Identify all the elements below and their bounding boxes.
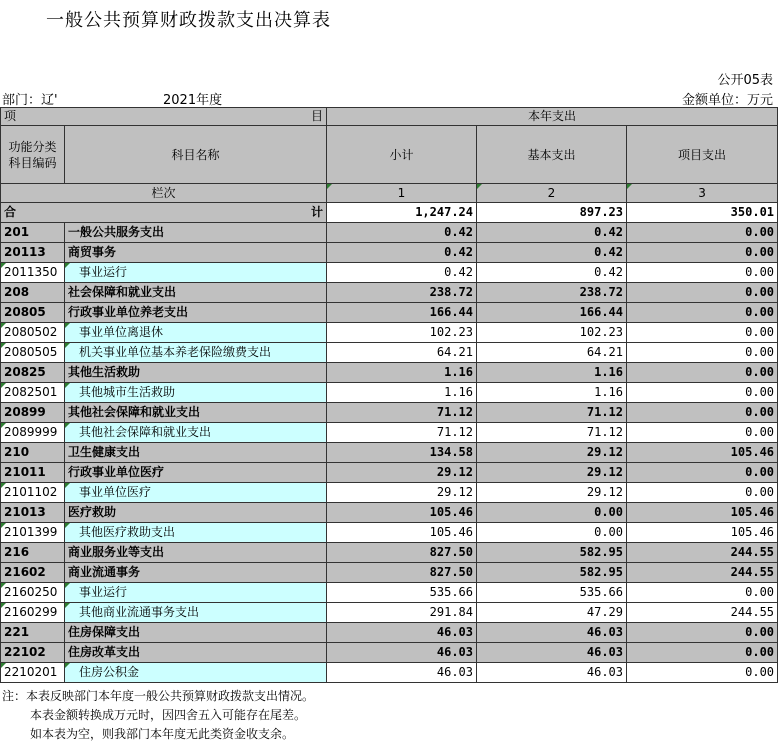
row-code: 2080502 bbox=[1, 323, 65, 343]
row-name: 事业单位离退休 bbox=[65, 323, 327, 343]
row-code: 210 bbox=[1, 443, 65, 463]
row-code: 221 bbox=[1, 623, 65, 643]
row-basic: 71.12 bbox=[477, 403, 627, 423]
row-subtotal: 105.46 bbox=[327, 523, 477, 543]
row-code: 20825 bbox=[1, 363, 65, 383]
row-name: 其他生活救助 bbox=[65, 363, 327, 383]
table-row bbox=[1, 363, 778, 383]
row-basic: 535.66 bbox=[477, 583, 627, 603]
total-label-left: 合 bbox=[4, 205, 17, 219]
row-code: 20899 bbox=[1, 403, 65, 423]
row-code: 22102 bbox=[1, 643, 65, 663]
row-name: 行政事业单位医疗 bbox=[65, 463, 327, 483]
table-row bbox=[1, 423, 778, 443]
row-project: 105.46 bbox=[627, 503, 778, 523]
row-subtotal: 71.12 bbox=[327, 423, 477, 443]
row-basic: 1.16 bbox=[477, 363, 627, 383]
row-name: 事业单位医疗 bbox=[65, 483, 327, 503]
row-project: 0.00 bbox=[627, 623, 778, 643]
row-project: 0.00 bbox=[627, 323, 778, 343]
row-code: 201 bbox=[1, 223, 65, 243]
row-subtotal: 1.16 bbox=[327, 363, 477, 383]
row-code: 2089999 bbox=[1, 423, 65, 443]
row-project: 105.46 bbox=[627, 523, 778, 543]
header-seq-2: 2 bbox=[477, 184, 627, 203]
total-label bbox=[1, 203, 327, 223]
total-subtotal: 1,247.24 bbox=[327, 203, 477, 223]
row-subtotal: 29.12 bbox=[327, 483, 477, 503]
header-func-code: 功能分类 科目编码 bbox=[1, 126, 65, 184]
row-basic: 582.95 bbox=[477, 563, 627, 583]
row-name: 社会保障和就业支出 bbox=[65, 283, 327, 303]
row-basic: 582.95 bbox=[477, 543, 627, 563]
table-row bbox=[1, 583, 778, 603]
row-code: 21013 bbox=[1, 503, 65, 523]
total-row bbox=[1, 203, 778, 223]
row-name: 其他社会保障和就业支出 bbox=[65, 403, 327, 423]
row-subtotal: 827.50 bbox=[327, 543, 477, 563]
row-name: 其他城市生活救助 bbox=[65, 383, 327, 403]
row-project: 105.46 bbox=[627, 443, 778, 463]
row-project: 0.00 bbox=[627, 263, 778, 283]
row-subtotal: 46.03 bbox=[327, 643, 477, 663]
row-code: 2011350 bbox=[1, 263, 65, 283]
table-row bbox=[1, 443, 778, 463]
row-basic: 238.72 bbox=[477, 283, 627, 303]
row-code: 2210201 bbox=[1, 663, 65, 683]
row-subtotal: 102.23 bbox=[327, 323, 477, 343]
row-code: 21011 bbox=[1, 463, 65, 483]
row-subtotal: 46.03 bbox=[327, 663, 477, 683]
row-name: 医疗救助 bbox=[65, 503, 327, 523]
table-row bbox=[1, 283, 778, 303]
header-subtotal: 小计 bbox=[327, 126, 477, 184]
row-code: 2160250 bbox=[1, 583, 65, 603]
table-row bbox=[1, 303, 778, 323]
total-label-right: 计 bbox=[310, 205, 323, 219]
row-subtotal: 134.58 bbox=[327, 443, 477, 463]
header-seq-1: 1 bbox=[327, 184, 477, 203]
table-row bbox=[1, 523, 778, 543]
row-subtotal: 71.12 bbox=[327, 403, 477, 423]
row-subtotal: 1.16 bbox=[327, 383, 477, 403]
row-project: 244.55 bbox=[627, 543, 778, 563]
row-basic: 47.29 bbox=[477, 603, 627, 623]
row-basic: 46.03 bbox=[477, 663, 627, 683]
row-code: 20113 bbox=[1, 243, 65, 263]
row-project: 0.00 bbox=[627, 483, 778, 503]
row-subtotal: 535.66 bbox=[327, 583, 477, 603]
header-current-expense: 本年支出 bbox=[327, 108, 778, 126]
row-subtotal: 238.72 bbox=[327, 283, 477, 303]
row-name: 行政事业单位养老支出 bbox=[65, 303, 327, 323]
row-name: 事业运行 bbox=[65, 583, 327, 603]
note-1: 注：本表反映部门本年度一般公共预算财政拨款支出情况。 bbox=[2, 689, 315, 703]
row-basic: 166.44 bbox=[477, 303, 627, 323]
row-name: 住房保障支出 bbox=[65, 623, 327, 643]
row-subtotal: 29.12 bbox=[327, 463, 477, 483]
header-item-mu bbox=[1, 108, 327, 126]
row-code: 208 bbox=[1, 283, 65, 303]
row-subtotal: 0.42 bbox=[327, 243, 477, 263]
row-name: 商贸事务 bbox=[65, 243, 327, 263]
note-2: 本表金额转换成万元时，因四舍五入可能存在尾差。 bbox=[30, 708, 307, 722]
row-subtotal: 105.46 bbox=[327, 503, 477, 523]
row-project: 0.00 bbox=[627, 283, 778, 303]
row-project: 0.00 bbox=[627, 343, 778, 363]
department-label: 部门：辽' bbox=[2, 93, 58, 108]
row-project: 0.00 bbox=[627, 643, 778, 663]
table-row bbox=[1, 643, 778, 663]
row-project: 244.55 bbox=[627, 603, 778, 623]
row-basic: 71.12 bbox=[477, 423, 627, 443]
row-subtotal: 166.44 bbox=[327, 303, 477, 323]
row-basic: 102.23 bbox=[477, 323, 627, 343]
row-name: 机关事业单位基本养老保险缴费支出 bbox=[65, 343, 327, 363]
page-title: 一般公共预算财政拨款支出决算表 bbox=[46, 10, 331, 31]
footnotes bbox=[2, 687, 314, 744]
row-basic: 0.42 bbox=[477, 243, 627, 263]
row-subtotal: 827.50 bbox=[327, 563, 477, 583]
row-name: 事业运行 bbox=[65, 263, 327, 283]
row-subtotal: 0.42 bbox=[327, 263, 477, 283]
total-basic: 897.23 bbox=[477, 203, 627, 223]
table-row bbox=[1, 463, 778, 483]
row-name: 一般公共服务支出 bbox=[65, 223, 327, 243]
row-basic: 0.42 bbox=[477, 263, 627, 283]
header-mu: 目 bbox=[310, 109, 323, 123]
row-name: 其他商业流通事务支出 bbox=[65, 603, 327, 623]
row-name: 商业流通事务 bbox=[65, 563, 327, 583]
year-label: 2021年度 bbox=[163, 93, 223, 108]
row-name: 住房公积金 bbox=[65, 663, 327, 683]
header-basic: 基本支出 bbox=[477, 126, 627, 184]
row-project: 0.00 bbox=[627, 363, 778, 383]
table-row bbox=[1, 403, 778, 423]
row-basic: 29.12 bbox=[477, 443, 627, 463]
row-basic: 1.16 bbox=[477, 383, 627, 403]
header-seq-3: 3 bbox=[627, 184, 778, 203]
row-project: 0.00 bbox=[627, 303, 778, 323]
row-basic: 29.12 bbox=[477, 483, 627, 503]
row-basic: 0.42 bbox=[477, 223, 627, 243]
header-item: 项 bbox=[4, 109, 17, 123]
row-project: 0.00 bbox=[627, 423, 778, 443]
row-project: 0.00 bbox=[627, 463, 778, 483]
row-code: 2101102 bbox=[1, 483, 65, 503]
row-project: 0.00 bbox=[627, 583, 778, 603]
row-subtotal: 64.21 bbox=[327, 343, 477, 363]
row-subtotal: 46.03 bbox=[327, 623, 477, 643]
row-code: 216 bbox=[1, 543, 65, 563]
table-row bbox=[1, 503, 778, 523]
row-name: 住房改革支出 bbox=[65, 643, 327, 663]
table-row bbox=[1, 323, 778, 343]
table-row bbox=[1, 243, 778, 263]
row-code: 2082501 bbox=[1, 383, 65, 403]
header-project: 项目支出 bbox=[627, 126, 778, 184]
row-basic: 0.00 bbox=[477, 503, 627, 523]
total-project: 350.01 bbox=[627, 203, 778, 223]
table-row bbox=[1, 603, 778, 623]
header-subject-name: 科目名称 bbox=[65, 126, 327, 184]
row-subtotal: 291.84 bbox=[327, 603, 477, 623]
row-basic: 46.03 bbox=[477, 643, 627, 663]
table-row bbox=[1, 223, 778, 243]
row-code: 2160299 bbox=[1, 603, 65, 623]
row-code: 2080505 bbox=[1, 343, 65, 363]
row-name: 其他社会保障和就业支出 bbox=[65, 423, 327, 443]
note-3: 如本表为空，则我部门本年度无此类资金收支余。 bbox=[30, 727, 295, 741]
table-row bbox=[1, 483, 778, 503]
row-project: 0.00 bbox=[627, 663, 778, 683]
row-name: 商业服务业等支出 bbox=[65, 543, 327, 563]
row-project: 0.00 bbox=[627, 223, 778, 243]
table-row bbox=[1, 543, 778, 563]
row-basic: 0.00 bbox=[477, 523, 627, 543]
row-basic: 29.12 bbox=[477, 463, 627, 483]
row-basic: 64.21 bbox=[477, 343, 627, 363]
row-subtotal: 0.42 bbox=[327, 223, 477, 243]
expenditure-table bbox=[0, 107, 778, 683]
header-seq-label: 栏次 bbox=[1, 184, 327, 203]
table-row bbox=[1, 343, 778, 363]
table-row bbox=[1, 663, 778, 683]
unit-label: 金额单位：万元 bbox=[681, 93, 773, 108]
row-name: 卫生健康支出 bbox=[65, 443, 327, 463]
row-project: 244.55 bbox=[627, 563, 778, 583]
table-row bbox=[1, 263, 778, 283]
row-project: 0.00 bbox=[627, 383, 778, 403]
table-row bbox=[1, 623, 778, 643]
row-code: 2101399 bbox=[1, 523, 65, 543]
row-project: 0.00 bbox=[627, 243, 778, 263]
row-name: 其他医疗救助支出 bbox=[65, 523, 327, 543]
row-code: 20805 bbox=[1, 303, 65, 323]
form-number: 公开05表 bbox=[717, 73, 773, 88]
row-project: 0.00 bbox=[627, 403, 778, 423]
table-row bbox=[1, 383, 778, 403]
row-basic: 46.03 bbox=[477, 623, 627, 643]
row-code: 21602 bbox=[1, 563, 65, 583]
table-row bbox=[1, 563, 778, 583]
